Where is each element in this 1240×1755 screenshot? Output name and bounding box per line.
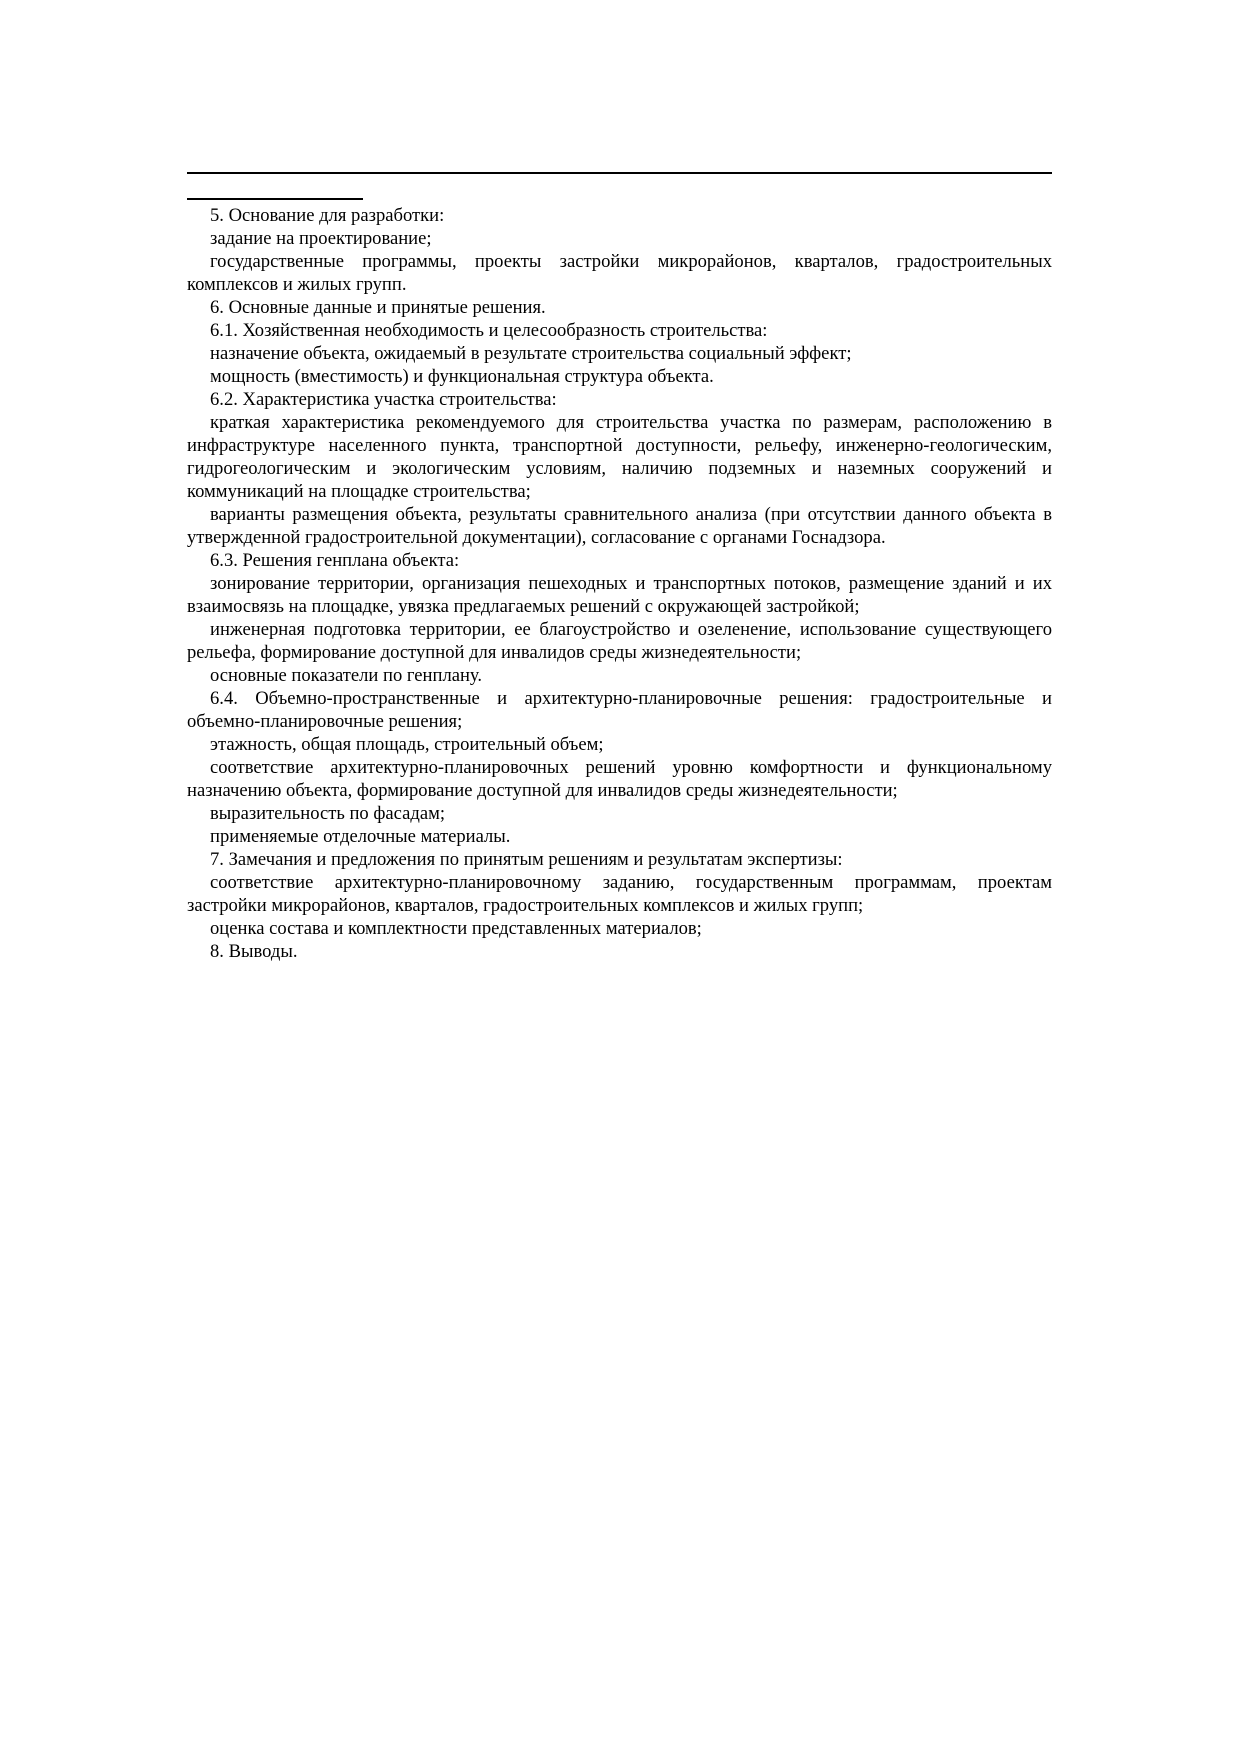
paragraph-section-6-3: 6.3. Решения генплана объекта:	[210, 550, 460, 571]
paragraph: краткая характеристика рекомендуемого для строительства участка по размерам, расположению в инфраструктуре населенного пункта, транспортной доступности, рельефу, инженерно-геологическим, гидрогеологическим и экологическим условиям, наличию подземных и наземных сооружений и коммуникаций на площадке строительства;	[187, 412, 1052, 502]
paragraph: мощность (вместимость) и функциональная структура объекта.	[210, 366, 714, 387]
paragraph-section-6-4: 6.4. Объемно-пространственные и архитектурно-планировочные решения: градостроительные и объемно-планировочные решения;	[187, 688, 1052, 732]
paragraph: государственные программы, проекты застройки микрорайонов, кварталов, градостроительных комплексов и жилых групп.	[187, 251, 1052, 295]
paragraph-section-6: 6. Основные данные и принятые решения.	[210, 297, 546, 318]
paragraph: инженерная подготовка территории, ее благоустройство и озеленение, использование существующего рельефа, формирование доступной для инвалидов среды жизнедеятельности;	[187, 619, 1052, 663]
paragraph: выразительность по фасадам;	[210, 803, 446, 824]
paragraph: этажность, общая площадь, строительный объем;	[210, 734, 604, 755]
paragraph: назначение объекта, ожидаемый в результате строительства социальный эффект;	[210, 343, 852, 364]
paragraph-section-5: 5. Основание для разработки:	[210, 205, 445, 226]
paragraph: варианты размещения объекта, результаты сравнительного анализа (при отсутствии данного объекта в утвержденной градостроительной документации), согласование с органами Госнадзора.	[187, 504, 1052, 548]
horizontal-rule	[187, 172, 1052, 174]
paragraph-section-6-2: 6.2. Характеристика участка строительства:	[210, 389, 557, 410]
document-body	[187, 204, 1052, 963]
paragraph: соответствие архитектурно-планировочных решений уровню комфортности и функциональному назначению объекта, формирование доступной для инвалидов среды жизнедеятельности;	[187, 757, 1052, 801]
paragraph: применяемые отделочные материалы.	[210, 826, 511, 847]
footnote-separator	[187, 198, 363, 200]
paragraph: основные показатели по генплану.	[210, 665, 483, 686]
paragraph: соответствие архитектурно-планировочному заданию, государственным программам, проектам застройки микрорайонов, кварталов, градостроительных комплексов и жилых групп;	[187, 872, 1052, 916]
paragraph-section-8: 8. Выводы.	[210, 941, 298, 962]
paragraph: задание на проектирование;	[210, 228, 432, 249]
paragraph-section-7: 7. Замечания и предложения по принятым решениям и результатам экспертизы:	[210, 849, 843, 870]
paragraph: зонирование территории, организация пешеходных и транспортных потоков, размещение зданий и их взаимосвязь на площадке, увязка предлагаемых решений с окружающей застройкой;	[187, 573, 1052, 617]
paragraph-section-6-1: 6.1. Хозяйственная необходимость и целесообразность строительства:	[210, 320, 768, 341]
paragraph: оценка состава и комплектности представленных материалов;	[210, 918, 702, 939]
